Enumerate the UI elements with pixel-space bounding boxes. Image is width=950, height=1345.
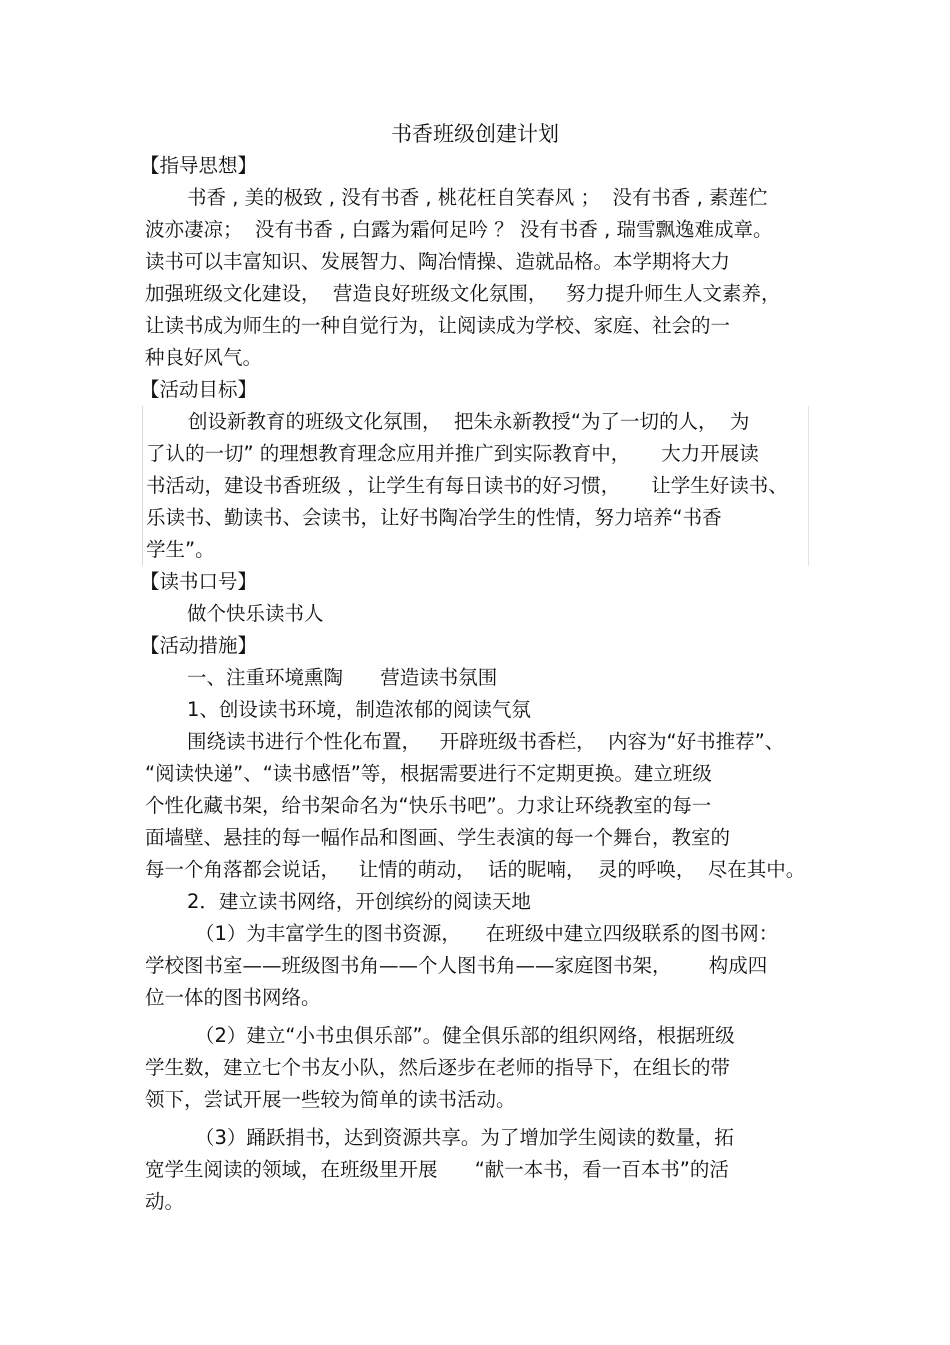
paragraph-line: 创设新教育的班级文化氛围， 把朱永新教授“为了一切的人， 为 <box>188 410 750 433</box>
paragraph-line: 位一体的图书网络。 <box>145 986 321 1009</box>
paragraph-line: 乐读书、勤读书、会读书，让好书陶冶学生的性情，努力培养“书香 <box>146 506 722 529</box>
paragraph-line: 宽学生阅读的领域，在班级里开展 “献一本书，看一百本书”的活 <box>145 1158 729 1181</box>
paragraph-line: （3）踊跃捐书，达到资源共享。为了增加学生阅读的数量，拓 <box>195 1126 734 1149</box>
paragraph-line: “阅读快递”、“读书感悟”等，根据需要进行不定期更换。建立班级 <box>145 762 712 785</box>
paragraph-line: 个性化藏书架，给书架命名为“快乐书吧”。力求让环绕教室的每一 <box>145 794 712 817</box>
section-heading-guiding-ideology: 【指导思想】 <box>140 154 258 177</box>
paragraph-line: 学校图书室——班级图书角——个人图书角——家庭图书架， 构成四 <box>145 954 768 977</box>
paragraph-line: 每一个角落都会说话， 让情的萌动， 话的昵喃， 灵的呼唤， 尽在其中。 <box>145 858 806 881</box>
paragraph-line: 波亦凄凉； 没有书香 , 白露为霜何足吟 ？ 没有书香 , 瑞雪飘逸难成章。 <box>145 218 773 241</box>
item-heading-reading-environment: 1、创设读书环境，制造浓郁的阅读气氛 <box>187 698 531 721</box>
paragraph-line: 学生数，建立七个书友小队，然后逐步在老师的指导下，在组长的带 <box>145 1056 731 1079</box>
paragraph-line: 动。 <box>145 1190 185 1213</box>
paragraph-line: 面墙壁、悬挂的每一幅作品和图画、学生表演的每一个舞台，教室的 <box>145 826 731 849</box>
paragraph-line: 书香 , 美的极致 , 没有书香 , 桃花枉自笑春风 ； 没有书香 , 素莲伫 <box>187 186 768 209</box>
document-title: 书香班级创建计划 <box>391 122 559 146</box>
slogan-text: 做个快乐读书人 <box>187 602 324 625</box>
paragraph-line: 领下，尝试开展一些较为简单的读书活动。 <box>145 1088 516 1111</box>
paragraph-line: 书活动，建设书香班级 ，让学生有每日读书的好习惯， 让学生好读书、 <box>146 474 788 497</box>
section-heading-activity-measures: 【活动措施】 <box>140 634 258 657</box>
paragraph-line: 围绕读书进行个性化布置， 开辟班级书香栏， 内容为“好书推荐”、 <box>187 730 785 753</box>
paragraph-line: 让读书成为师生的一种自觉行为，让阅读成为学校、家庭、社会的一 <box>145 314 731 337</box>
paragraph-line: 加强班级文化建设， 营造良好班级文化氛围， 努力提升师生人文素养， <box>145 282 781 305</box>
section-heading-activity-goals: 【活动目标】 <box>140 378 258 401</box>
document-body <box>140 150 810 1218</box>
goals-frame <box>142 406 809 566</box>
paragraph-line: （1）为丰富学生的图书资源， 在班级中建立四级联系的图书网： <box>195 922 779 945</box>
paragraph-line: 种良好风气。 <box>145 346 263 369</box>
paragraph-line: 了认的一切” 的理想教育理念应用并推广到实际教育中， 大力开展读 <box>146 442 759 465</box>
section-heading-reading-slogan: 【读书口号】 <box>140 570 258 593</box>
paragraph-line: 学生”。 <box>146 538 215 561</box>
item-heading-reading-network: 2．建立读书网络，开创缤纷的阅读天地 <box>187 890 531 913</box>
paragraph-line: 读书可以丰富知识、发展智力、陶冶情操、造就品格。本学期将大力 <box>145 250 731 273</box>
subheading-environment: 一、注重环境熏陶 营造读书氛围 <box>187 666 498 689</box>
paragraph-line: （2）建立“小书虫俱乐部”。健全俱乐部的组织网络，根据班级 <box>195 1024 735 1047</box>
